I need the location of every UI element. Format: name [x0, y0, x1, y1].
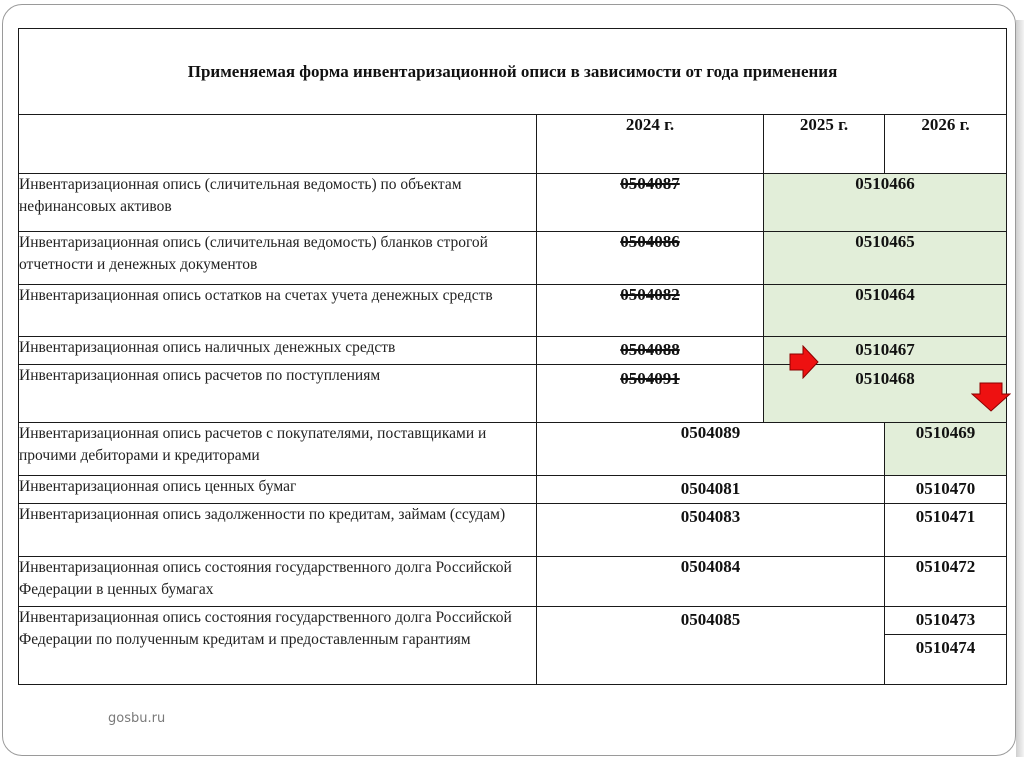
old-form-code: 0504089 — [537, 423, 885, 476]
new-form-code: 0510472 — [885, 557, 1007, 607]
form-name: Инвентаризационная опись наличных денежных средств — [19, 337, 537, 365]
new-form-code: 0510474 — [885, 635, 1007, 685]
old-form-code: 0504091 — [620, 369, 680, 388]
arrow-down-icon — [971, 382, 1011, 412]
new-form-code: 0510464 — [764, 285, 1007, 337]
form-name: Инвентаризационная опись состояния государственного долга Российской Федерации в ценных бумагах — [19, 557, 537, 607]
old-form-code: 0504088 — [620, 340, 680, 359]
arrow-right-icon — [789, 345, 819, 379]
form-name: Инвентаризационная опись расчетов по поступлениям — [19, 365, 537, 423]
table-row — [19, 337, 1007, 365]
old-form-code-cell — [537, 232, 764, 285]
inventory-forms-table — [18, 28, 1007, 685]
table-row — [19, 476, 1007, 504]
old-form-code: 0504084 — [537, 557, 885, 607]
source-caption: gosbu.ru — [108, 711, 166, 726]
form-name: Инвентаризационная опись остатков на счетах учета денежных средств — [19, 285, 537, 337]
old-form-code: 0504081 — [537, 476, 885, 504]
table-header-row — [19, 115, 1007, 174]
form-name: Инвентаризационная опись (сличительная ведомость) бланков строгой отчетности и денежных документов — [19, 232, 537, 285]
header-empty-cell — [19, 115, 537, 174]
new-form-code: 0510466 — [764, 174, 1007, 232]
table-row — [19, 365, 1007, 423]
slide-shadow — [1016, 20, 1024, 757]
new-form-code: 0510469 — [885, 423, 1007, 476]
table-row — [19, 232, 1007, 285]
old-form-code-cell — [537, 337, 764, 365]
old-form-code-cell — [537, 285, 764, 337]
form-name: Инвентаризационная опись расчетов с покупателями, поставщиками и прочими дебиторами и кредиторами — [19, 423, 537, 476]
old-form-code: 0504086 — [620, 232, 680, 251]
old-form-code-cell — [537, 174, 764, 232]
form-name: Инвентаризационная опись (сличительная ведомость) по объектам нефинансовых активов — [19, 174, 537, 232]
form-name: Инвентаризационная опись состояния государственного долга Российской Федерации по полученным кредитам и предоставленным гарантиям — [19, 607, 537, 685]
table-row — [19, 504, 1007, 557]
form-name: Инвентаризационная опись задолженности по кредитам, займам (ссудам) — [19, 504, 537, 557]
table-row — [19, 423, 1007, 476]
form-name: Инвентаризационная опись ценных бумаг — [19, 476, 537, 504]
old-form-code-cell — [537, 365, 764, 423]
header-year-2026: 2026 г. — [885, 115, 1007, 174]
table-row — [19, 174, 1007, 232]
table-row — [19, 557, 1007, 607]
old-form-code: 0504082 — [620, 285, 680, 304]
header-year-2024: 2024 г. — [537, 115, 764, 174]
new-form-code: 0510467 — [764, 337, 1007, 365]
table-title-row — [19, 29, 1007, 115]
table-row — [19, 285, 1007, 337]
new-form-code: 0510465 — [764, 232, 1007, 285]
old-form-code: 0504087 — [620, 174, 680, 193]
old-form-code: 0504085 — [537, 607, 885, 685]
header-year-2025: 2025 г. — [764, 115, 885, 174]
new-form-code: 0510470 — [885, 476, 1007, 504]
inventory-forms-table-wrapper — [18, 28, 1006, 684]
new-form-code: 0510473 — [885, 607, 1007, 635]
table-row — [19, 607, 1007, 635]
old-form-code: 0504083 — [537, 504, 885, 557]
new-form-code: 0510468 — [764, 365, 1007, 423]
new-form-code: 0510471 — [885, 504, 1007, 557]
table-title: Применяемая форма инвентаризационной описи в зависимости от года применения — [19, 29, 1007, 115]
